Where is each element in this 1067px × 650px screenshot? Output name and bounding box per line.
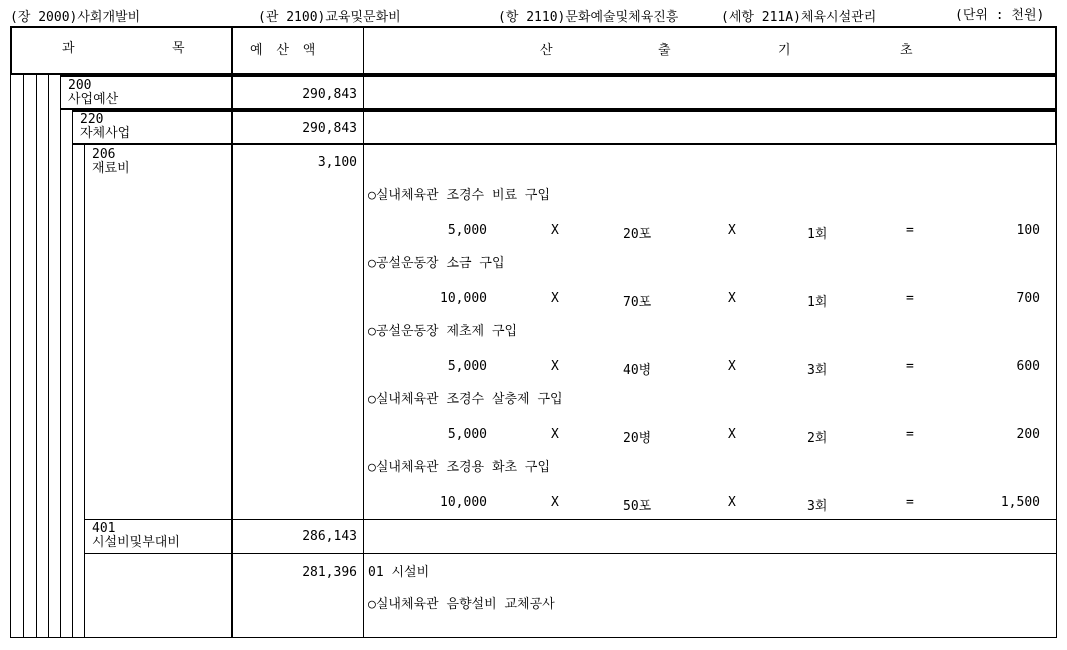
item-eq: = — [906, 223, 914, 238]
row401a-item: ○실내체육관 음향설비 교체공사 — [368, 597, 555, 612]
item-times: 1회 — [807, 295, 828, 310]
item-times: 2회 — [807, 431, 828, 446]
item-total: 1,500 — [1000, 495, 1040, 510]
item-qty: 20병 — [623, 431, 652, 446]
item-title: ○실내체육관 조경수 살충제 구입 — [368, 392, 563, 407]
item-title: ○실내체육관 조경수 비료 구입 — [368, 188, 551, 203]
row206-amount: 3,100 — [317, 155, 357, 170]
header-unit: (단위 : 천원) — [955, 8, 1045, 23]
item-title: ○공설운동장 소금 구입 — [368, 256, 505, 271]
item-times: 3회 — [807, 363, 828, 378]
row401-amount: 286,143 — [302, 529, 357, 544]
head-col1-a: 과 — [62, 41, 75, 56]
row220-amount: 290,843 — [302, 121, 357, 136]
item-qty: 20포 — [623, 227, 652, 242]
row401a-title: 01 시설비 — [368, 565, 430, 580]
item-eq: = — [906, 291, 914, 306]
item-x: X — [551, 359, 559, 374]
item-title: ○공설운동장 제초제 구입 — [368, 324, 518, 339]
item-x: X — [551, 495, 559, 510]
row200-name: 사업예산 — [68, 92, 119, 107]
item-x: X — [728, 223, 736, 238]
head-col3-2: 출 — [658, 43, 671, 58]
item-x: X — [551, 223, 559, 238]
item-x: X — [551, 291, 559, 306]
item-qty: 70포 — [623, 295, 652, 310]
item-total: 200 — [1016, 427, 1040, 442]
row401-name: 시설비및부대비 — [92, 535, 180, 550]
row220-name: 자체사업 — [80, 126, 131, 141]
item-eq: = — [906, 427, 914, 442]
item-title: ○실내체육관 조경용 화초 구입 — [368, 460, 551, 475]
header-jang: (장 2000)사회개발비 — [10, 10, 141, 25]
header-gwan: (관 2100)교육및문화비 — [258, 10, 401, 25]
header-hang: (항 2110)문화예술및체육진흥 — [498, 10, 679, 25]
row401-code: 401 — [92, 521, 116, 536]
head-col1-b: 목 — [172, 41, 185, 56]
row200-code: 200 — [68, 78, 92, 93]
item-x: X — [551, 427, 559, 442]
item-eq: = — [906, 359, 914, 374]
item-total: 600 — [1016, 359, 1040, 374]
item-price: 5,000 — [447, 223, 487, 238]
head-col2: 예 산 액 — [250, 43, 316, 58]
header-sehang: (세항 211A)체육시설관리 — [721, 10, 877, 25]
head-col3-4: 초 — [900, 43, 913, 58]
item-price: 10,000 — [440, 495, 487, 510]
item-times: 1회 — [807, 227, 828, 242]
item-times: 3회 — [807, 499, 828, 514]
item-x: X — [728, 495, 736, 510]
head-col3-3: 기 — [778, 43, 791, 58]
item-qty: 40병 — [623, 363, 652, 378]
head-col3-1: 산 — [540, 43, 553, 58]
row206-name: 재료비 — [92, 161, 130, 176]
item-price: 5,000 — [447, 359, 487, 374]
row401a-amount: 281,396 — [302, 565, 357, 580]
item-price: 10,000 — [440, 291, 487, 306]
item-total: 700 — [1016, 291, 1040, 306]
row200-amount: 290,843 — [302, 87, 357, 102]
item-x: X — [728, 291, 736, 306]
row220-code: 220 — [80, 112, 104, 127]
item-x: X — [728, 427, 736, 442]
item-eq: = — [906, 495, 914, 510]
item-x: X — [728, 359, 736, 374]
item-total: 100 — [1016, 223, 1040, 238]
row206-code: 206 — [92, 147, 116, 162]
item-qty: 50포 — [623, 499, 652, 514]
item-price: 5,000 — [447, 427, 487, 442]
